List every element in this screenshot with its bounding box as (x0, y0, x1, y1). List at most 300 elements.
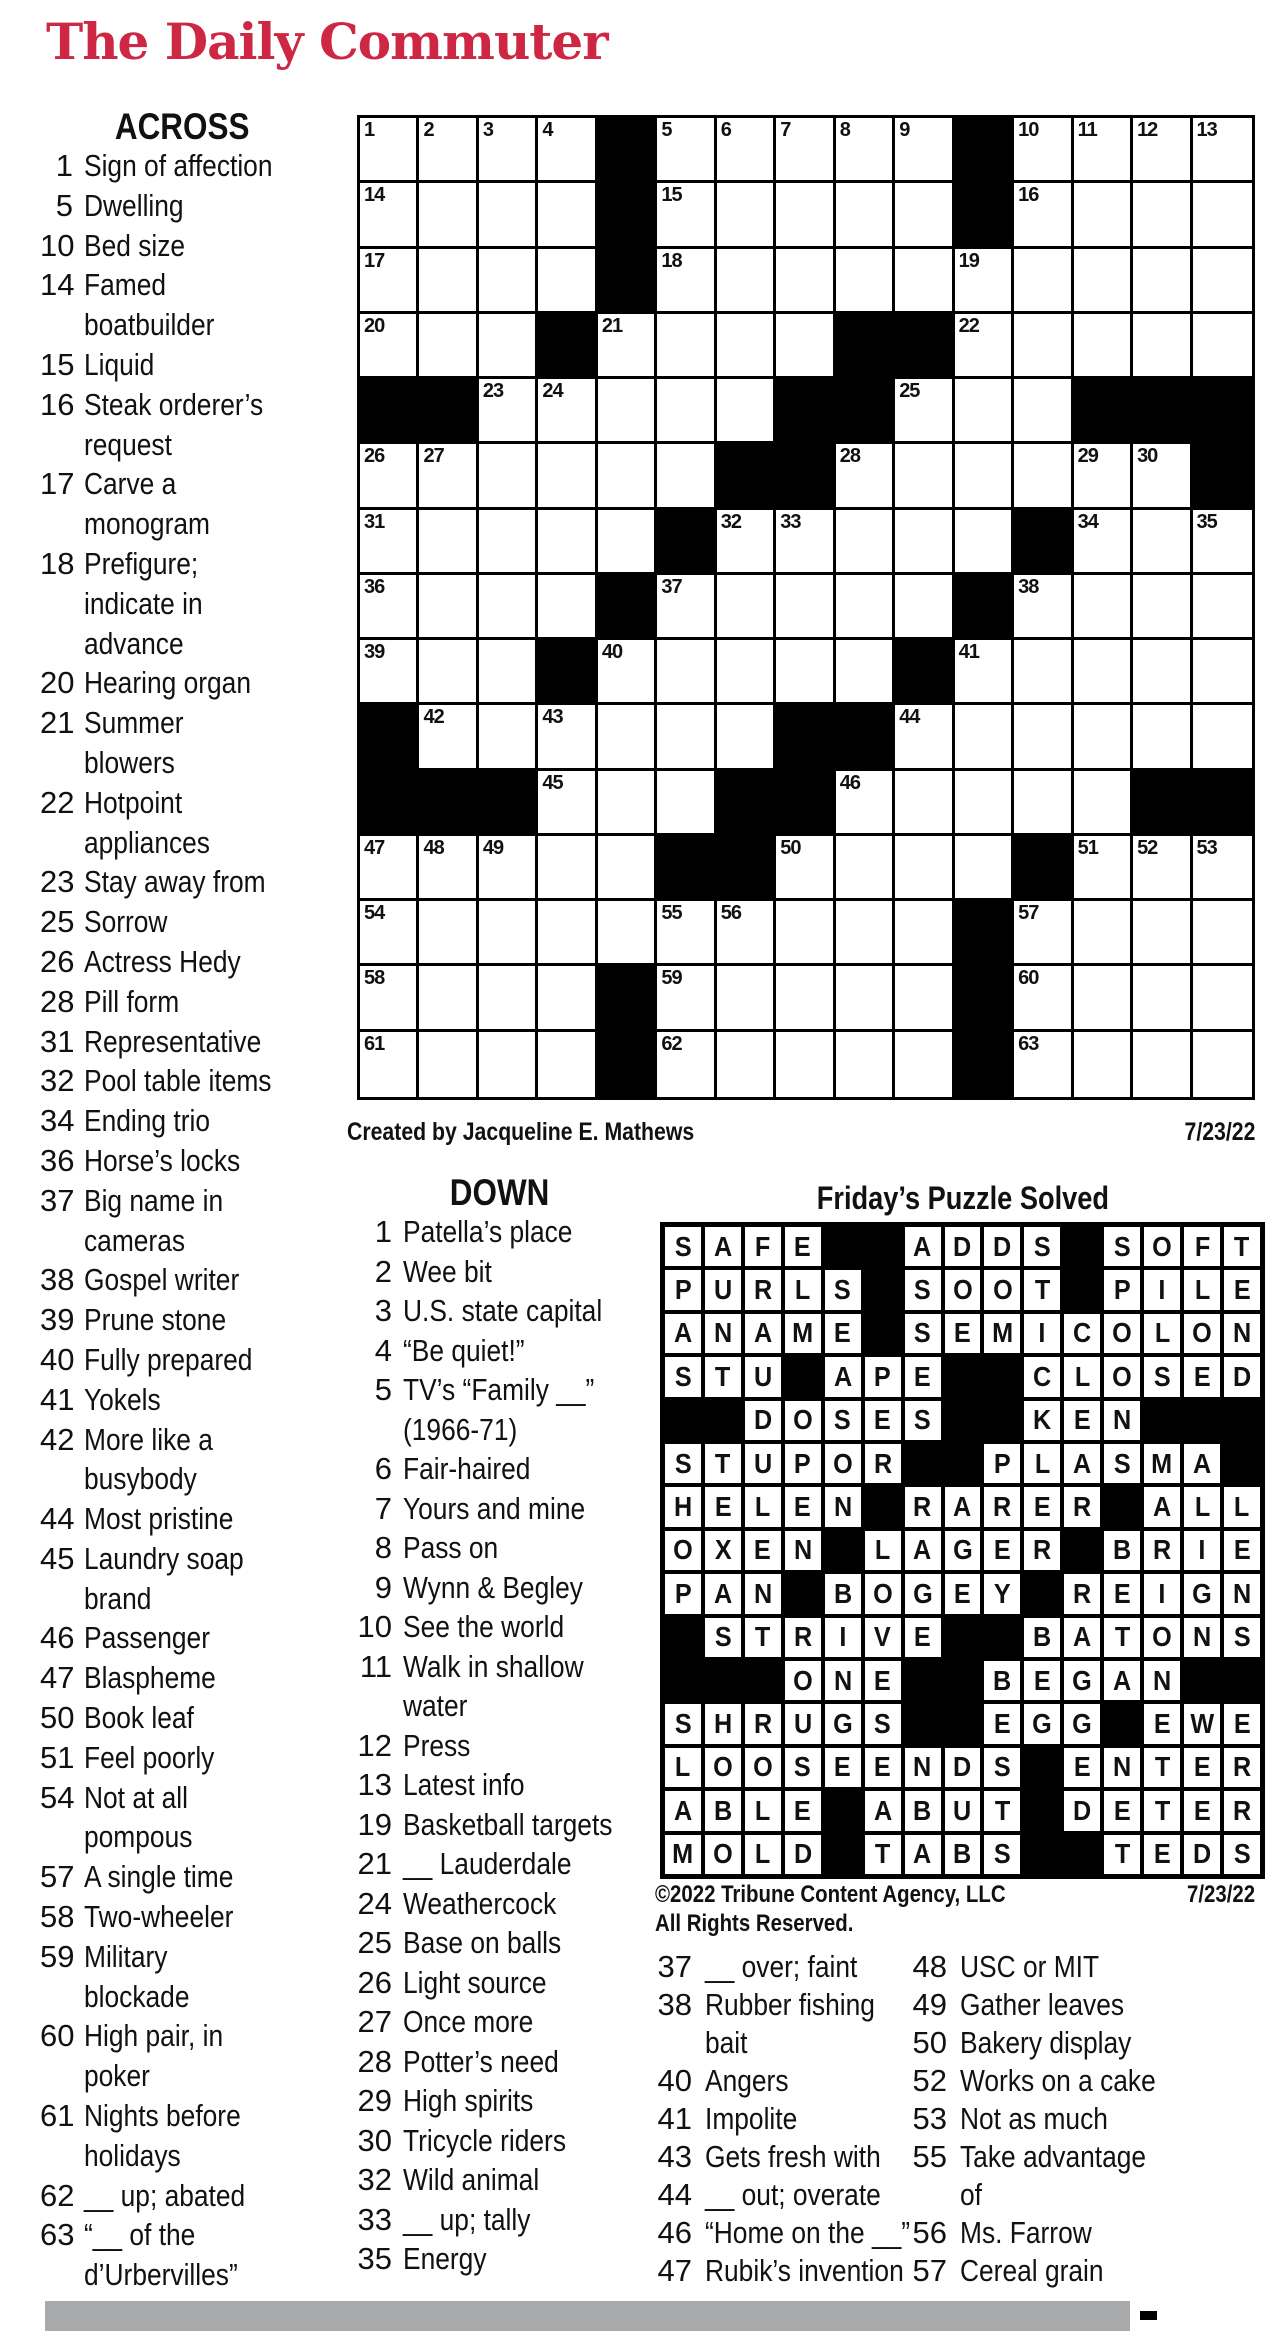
across-clue-item (40, 385, 352, 465)
white-cell[interactable] (717, 249, 776, 314)
solved-letter: N (833, 1491, 852, 1523)
cell-number: 52 (1137, 836, 1158, 859)
clue-text: Hearing organ (84, 665, 251, 701)
white-cell[interactable] (955, 249, 1014, 314)
white-cell[interactable] (717, 640, 776, 705)
white-cell[interactable] (776, 901, 835, 966)
white-cell[interactable] (598, 640, 657, 705)
down-clue-item (350, 2160, 650, 2200)
white-cell[interactable] (776, 510, 835, 575)
solved-letter: S (1233, 1621, 1251, 1653)
solved-letter: D (953, 1230, 972, 1262)
solved-letter: R (873, 1447, 892, 1479)
clue-text: Ending trio (84, 1103, 210, 1139)
solved-letter: L (795, 1274, 811, 1306)
white-cell[interactable] (419, 314, 478, 379)
white-cell[interactable] (479, 705, 538, 770)
white-cell[interactable] (955, 510, 1014, 575)
clue-text: Dwelling (84, 187, 184, 223)
white-cell[interactable] (657, 575, 716, 640)
solved-letter: T (1234, 1230, 1250, 1262)
white-cell[interactable] (955, 379, 1014, 444)
across-clue-item (40, 2176, 352, 2216)
clue-text: __ Lauderdale (403, 1846, 572, 1881)
white-cell[interactable] (776, 249, 835, 314)
white-cell[interactable] (717, 379, 776, 444)
white-cell[interactable] (895, 118, 954, 183)
white-cell[interactable] (1074, 183, 1133, 248)
white-cell[interactable] (598, 901, 657, 966)
white-cell[interactable] (836, 901, 895, 966)
white-cell[interactable] (717, 575, 776, 640)
white-cell[interactable] (657, 640, 716, 705)
white-cell[interactable] (538, 836, 597, 901)
white-cell[interactable] (955, 314, 1014, 379)
white-cell[interactable] (1074, 966, 1133, 1031)
white-cell (783, 1442, 823, 1485)
white-cell[interactable] (717, 183, 776, 248)
white-cell[interactable] (1133, 575, 1192, 640)
white-cell (783, 1312, 823, 1355)
white-cell[interactable] (955, 640, 1014, 705)
white-cell[interactable] (955, 705, 1014, 770)
white-cell[interactable] (1193, 249, 1252, 314)
white-cell[interactable] (836, 966, 895, 1031)
white-cell[interactable] (717, 966, 776, 1031)
white-cell[interactable] (1193, 640, 1252, 705)
white-cell[interactable] (657, 183, 716, 248)
solved-letter: A (913, 1230, 932, 1262)
white-cell[interactable] (657, 771, 716, 836)
white-cell[interactable] (598, 379, 657, 444)
black-cell (955, 118, 1014, 183)
white-cell[interactable] (955, 771, 1014, 836)
white-cell[interactable] (1014, 249, 1073, 314)
white-cell[interactable] (657, 118, 716, 183)
cell-number: 24 (542, 380, 563, 403)
white-cell (903, 1268, 943, 1311)
clue-text: Wynn & Begley (403, 1569, 583, 1605)
white-cell (1062, 1572, 1102, 1615)
white-cell[interactable] (657, 966, 716, 1031)
white-cell[interactable] (360, 836, 419, 901)
white-cell[interactable] (419, 118, 478, 183)
white-cell[interactable] (538, 444, 597, 509)
white-cell[interactable] (419, 705, 478, 770)
white-cell (1062, 1312, 1102, 1355)
white-cell[interactable] (717, 1032, 776, 1097)
white-cell (663, 1529, 703, 1572)
white-cell[interactable] (657, 901, 716, 966)
white-cell[interactable] (836, 444, 895, 509)
white-cell[interactable] (895, 575, 954, 640)
white-cell[interactable] (955, 836, 1014, 901)
solved-letter: O (1112, 1360, 1133, 1392)
white-cell[interactable] (895, 444, 954, 509)
across-clue-item (40, 982, 352, 1022)
cell-number: 54 (364, 902, 385, 925)
solved-letter: B (1033, 1621, 1052, 1653)
white-cell[interactable] (479, 444, 538, 509)
white-cell[interactable] (1074, 836, 1133, 901)
solved-letter: R (753, 1708, 772, 1740)
white-cell[interactable] (776, 640, 835, 705)
white-cell (743, 1268, 783, 1311)
white-cell[interactable] (479, 379, 538, 444)
white-cell[interactable] (776, 314, 835, 379)
white-cell[interactable] (657, 1032, 716, 1097)
white-cell[interactable] (479, 575, 538, 640)
white-cell[interactable] (419, 444, 478, 509)
white-cell[interactable] (1074, 444, 1133, 509)
white-cell[interactable] (836, 249, 895, 314)
solved-letter: B (833, 1577, 852, 1609)
white-cell[interactable] (1193, 510, 1252, 575)
white-cell[interactable] (360, 1032, 419, 1097)
white-cell[interactable] (776, 966, 835, 1031)
white-cell[interactable] (895, 705, 954, 770)
white-cell[interactable] (836, 575, 895, 640)
solved-letter: P (994, 1447, 1011, 1479)
white-cell[interactable] (836, 1032, 895, 1097)
white-cell[interactable] (598, 444, 657, 509)
white-cell[interactable] (836, 183, 895, 248)
cell-number: 13 (1196, 119, 1217, 141)
white-cell[interactable] (1014, 575, 1073, 640)
clue-number: 51 (40, 1739, 75, 1775)
white-cell[interactable] (657, 444, 716, 509)
solved-letter: S (834, 1274, 852, 1306)
black-cell (419, 771, 478, 836)
white-cell[interactable] (717, 510, 776, 575)
clue-number: 58 (40, 1899, 75, 1935)
white-cell (743, 1833, 783, 1876)
white-cell[interactable] (479, 249, 538, 314)
white-cell[interactable] (895, 379, 954, 444)
white-cell[interactable] (1074, 575, 1133, 640)
white-cell[interactable] (479, 640, 538, 705)
white-cell[interactable] (1014, 314, 1073, 379)
white-cell[interactable] (1014, 901, 1073, 966)
white-cell[interactable] (598, 836, 657, 901)
white-cell[interactable] (360, 510, 419, 575)
white-cell (863, 1702, 903, 1745)
black-cell (1193, 771, 1252, 836)
white-cell[interactable] (895, 836, 954, 901)
down-clues-continued-col2 (905, 1948, 1235, 2290)
white-cell[interactable] (419, 510, 478, 575)
white-cell[interactable] (895, 771, 954, 836)
white-cell[interactable] (717, 901, 776, 966)
white-cell[interactable] (360, 575, 419, 640)
white-cell[interactable] (836, 640, 895, 705)
white-cell (823, 1616, 863, 1659)
cell-number: 59 (661, 967, 682, 990)
white-cell[interactable] (1133, 314, 1192, 379)
white-cell[interactable] (360, 901, 419, 966)
white-cell[interactable] (1074, 771, 1133, 836)
white-cell (663, 1746, 703, 1789)
white-cell (1102, 1225, 1142, 1268)
white-cell[interactable] (895, 183, 954, 248)
white-cell[interactable] (360, 640, 419, 705)
solved-letter: I (1158, 1577, 1166, 1609)
white-cell (1222, 1702, 1262, 1745)
white-cell[interactable] (479, 118, 538, 183)
white-cell[interactable] (1193, 118, 1252, 183)
solved-letter: A (753, 1317, 772, 1349)
white-cell[interactable] (1133, 901, 1192, 966)
white-cell[interactable] (598, 771, 657, 836)
white-cell[interactable] (360, 314, 419, 379)
solved-letter: E (1233, 1708, 1251, 1740)
white-cell[interactable] (895, 249, 954, 314)
white-cell (1062, 1746, 1102, 1789)
down-clue-item (905, 2138, 1235, 2214)
white-cell[interactable] (419, 575, 478, 640)
solved-letter: N (1232, 1577, 1252, 1609)
white-cell (903, 1399, 943, 1442)
white-cell (823, 1485, 863, 1528)
white-cell[interactable] (1133, 705, 1192, 770)
white-cell[interactable] (657, 705, 716, 770)
white-cell[interactable] (538, 771, 597, 836)
down-clue-item (350, 1370, 650, 1449)
solved-letter: I (1158, 1274, 1166, 1306)
white-cell[interactable] (1193, 901, 1252, 966)
white-cell[interactable] (1074, 901, 1133, 966)
white-cell[interactable] (776, 836, 835, 901)
white-cell (783, 1789, 823, 1832)
white-cell[interactable] (360, 118, 419, 183)
solved-letter: S (1113, 1230, 1131, 1262)
white-cell[interactable] (1014, 118, 1073, 183)
white-cell[interactable] (360, 966, 419, 1031)
white-cell[interactable] (776, 1032, 835, 1097)
across-clue-item (40, 265, 352, 345)
solved-letter: D (753, 1404, 772, 1436)
white-cell[interactable] (419, 249, 478, 314)
white-cell[interactable] (657, 379, 716, 444)
white-cell[interactable] (479, 966, 538, 1031)
white-cell[interactable] (1014, 966, 1073, 1031)
clue-text: Tricycle riders (403, 2122, 567, 2158)
white-cell[interactable] (479, 510, 538, 575)
white-cell[interactable] (776, 575, 835, 640)
white-cell[interactable] (1074, 640, 1133, 705)
white-cell (783, 1485, 823, 1528)
across-clue-item (40, 2016, 352, 2096)
white-cell[interactable] (538, 966, 597, 1031)
white-cell (903, 1225, 943, 1268)
clue-text: Wild animal (403, 2162, 540, 2197)
white-cell[interactable] (895, 510, 954, 575)
white-cell[interactable] (1133, 249, 1192, 314)
white-cell[interactable] (360, 249, 419, 314)
white-cell[interactable] (1193, 1032, 1252, 1097)
cell-number: 47 (364, 836, 385, 859)
white-cell[interactable] (538, 183, 597, 248)
white-cell[interactable] (1193, 314, 1252, 379)
white-cell[interactable] (1074, 249, 1133, 314)
white-cell[interactable] (1014, 1032, 1073, 1097)
white-cell[interactable] (1193, 966, 1252, 1031)
solved-letter: E (994, 1534, 1011, 1566)
white-cell (903, 1789, 943, 1832)
white-cell[interactable] (1193, 705, 1252, 770)
white-cell[interactable] (419, 640, 478, 705)
solved-letter: E (1233, 1534, 1251, 1566)
solved-letter: E (1033, 1664, 1051, 1696)
white-cell (703, 1529, 743, 1572)
white-cell[interactable] (419, 183, 478, 248)
clue-text: Prune stone (84, 1302, 227, 1338)
white-cell (1022, 1442, 1062, 1485)
solved-letter: E (1193, 1360, 1211, 1392)
white-cell[interactable] (479, 314, 538, 379)
clue-text: Horse’s locks (84, 1142, 241, 1178)
white-cell[interactable] (1133, 444, 1192, 509)
white-cell[interactable] (1193, 836, 1252, 901)
white-cell[interactable] (1074, 118, 1133, 183)
white-cell[interactable] (360, 183, 419, 248)
white-cell[interactable] (895, 966, 954, 1031)
white-cell[interactable] (1014, 183, 1073, 248)
white-cell[interactable] (836, 510, 895, 575)
cell-number: 27 (423, 445, 444, 468)
white-cell[interactable] (419, 901, 478, 966)
black-cell (743, 1659, 783, 1702)
white-cell[interactable] (1133, 836, 1192, 901)
white-cell[interactable] (657, 314, 716, 379)
white-cell[interactable] (1133, 640, 1192, 705)
white-cell (743, 1485, 783, 1528)
white-cell (1102, 1312, 1142, 1355)
black-cell (895, 314, 954, 379)
white-cell[interactable] (1133, 183, 1192, 248)
clue-text: Two-wheeler (84, 1899, 234, 1935)
black-cell (1014, 836, 1073, 901)
white-cell[interactable] (419, 966, 478, 1031)
clue-text: __ over; faint (705, 1949, 858, 1984)
white-cell[interactable] (836, 118, 895, 183)
white-cell[interactable] (1014, 640, 1073, 705)
white-cell[interactable] (1133, 966, 1192, 1031)
white-cell (1102, 1572, 1142, 1615)
white-cell[interactable] (479, 1032, 538, 1097)
white-cell (1142, 1746, 1182, 1789)
white-cell[interactable] (598, 314, 657, 379)
across-clue-item (40, 703, 352, 783)
white-cell[interactable] (717, 314, 776, 379)
white-cell[interactable] (419, 1032, 478, 1097)
white-cell[interactable] (776, 118, 835, 183)
white-cell[interactable] (895, 1032, 954, 1097)
white-cell[interactable] (1133, 510, 1192, 575)
clue-number: 49 (912, 1987, 947, 2022)
clue-text: Representative (84, 1023, 262, 1059)
white-cell (743, 1572, 783, 1615)
white-cell (863, 1616, 903, 1659)
clue-number: 40 (40, 1341, 75, 1377)
white-cell[interactable] (1193, 575, 1252, 640)
white-cell[interactable] (1014, 705, 1073, 770)
white-cell[interactable] (538, 118, 597, 183)
black-cell (1022, 1833, 1062, 1876)
clue-text: Blaspheme (84, 1660, 216, 1696)
white-cell[interactable] (419, 836, 478, 901)
white-cell[interactable] (836, 836, 895, 901)
white-cell[interactable] (1014, 444, 1073, 509)
cell-number: 46 (839, 771, 860, 794)
white-cell[interactable] (479, 901, 538, 966)
white-cell[interactable] (538, 575, 597, 640)
white-cell[interactable] (1014, 379, 1073, 444)
clue-text: Pool table items (84, 1063, 272, 1099)
solved-letter: L (755, 1838, 771, 1870)
white-cell (863, 1572, 903, 1615)
solved-letter: C (1073, 1317, 1092, 1349)
white-cell[interactable] (895, 901, 954, 966)
white-cell[interactable] (1074, 314, 1133, 379)
white-cell[interactable] (717, 118, 776, 183)
white-cell (1182, 1702, 1222, 1745)
clue-number: 43 (657, 2139, 692, 2174)
white-cell[interactable] (657, 249, 716, 314)
white-cell (982, 1659, 1022, 1702)
white-cell[interactable] (1074, 1032, 1133, 1097)
white-cell[interactable] (360, 444, 419, 509)
solved-letter: E (794, 1230, 812, 1262)
solved-letter: S (1233, 1838, 1251, 1870)
white-cell[interactable] (479, 183, 538, 248)
white-cell[interactable] (1133, 118, 1192, 183)
cell-number: 6 (720, 119, 731, 141)
white-cell[interactable] (776, 183, 835, 248)
solved-letter: S (674, 1360, 692, 1392)
solved-letter: S (714, 1621, 732, 1653)
solved-letter: P (874, 1360, 892, 1392)
white-cell[interactable] (538, 249, 597, 314)
cell-number: 29 (1077, 445, 1098, 468)
white-cell[interactable] (1074, 705, 1133, 770)
white-cell[interactable] (836, 771, 895, 836)
solved-letter: G (952, 1534, 973, 1566)
white-cell[interactable] (598, 705, 657, 770)
clue-text: TV’s “Family __” (1966-71) (403, 1372, 595, 1447)
across-clue-item (40, 1658, 352, 1698)
white-cell[interactable] (1193, 183, 1252, 248)
white-cell (783, 1225, 823, 1268)
white-cell (863, 1355, 903, 1398)
white-cell[interactable] (598, 510, 657, 575)
clue-number: 3 (374, 1293, 392, 1328)
white-cell[interactable] (538, 901, 597, 966)
white-cell[interactable] (538, 705, 597, 770)
white-cell[interactable] (1074, 510, 1133, 575)
white-cell[interactable] (479, 836, 538, 901)
white-cell[interactable] (538, 1032, 597, 1097)
white-cell[interactable] (538, 510, 597, 575)
white-cell[interactable] (1014, 771, 1073, 836)
white-cell (703, 1616, 743, 1659)
white-cell[interactable] (717, 705, 776, 770)
white-cell[interactable] (538, 379, 597, 444)
white-cell[interactable] (955, 444, 1014, 509)
white-cell (943, 1572, 983, 1615)
white-cell (1102, 1659, 1142, 1702)
white-cell[interactable] (1133, 1032, 1192, 1097)
